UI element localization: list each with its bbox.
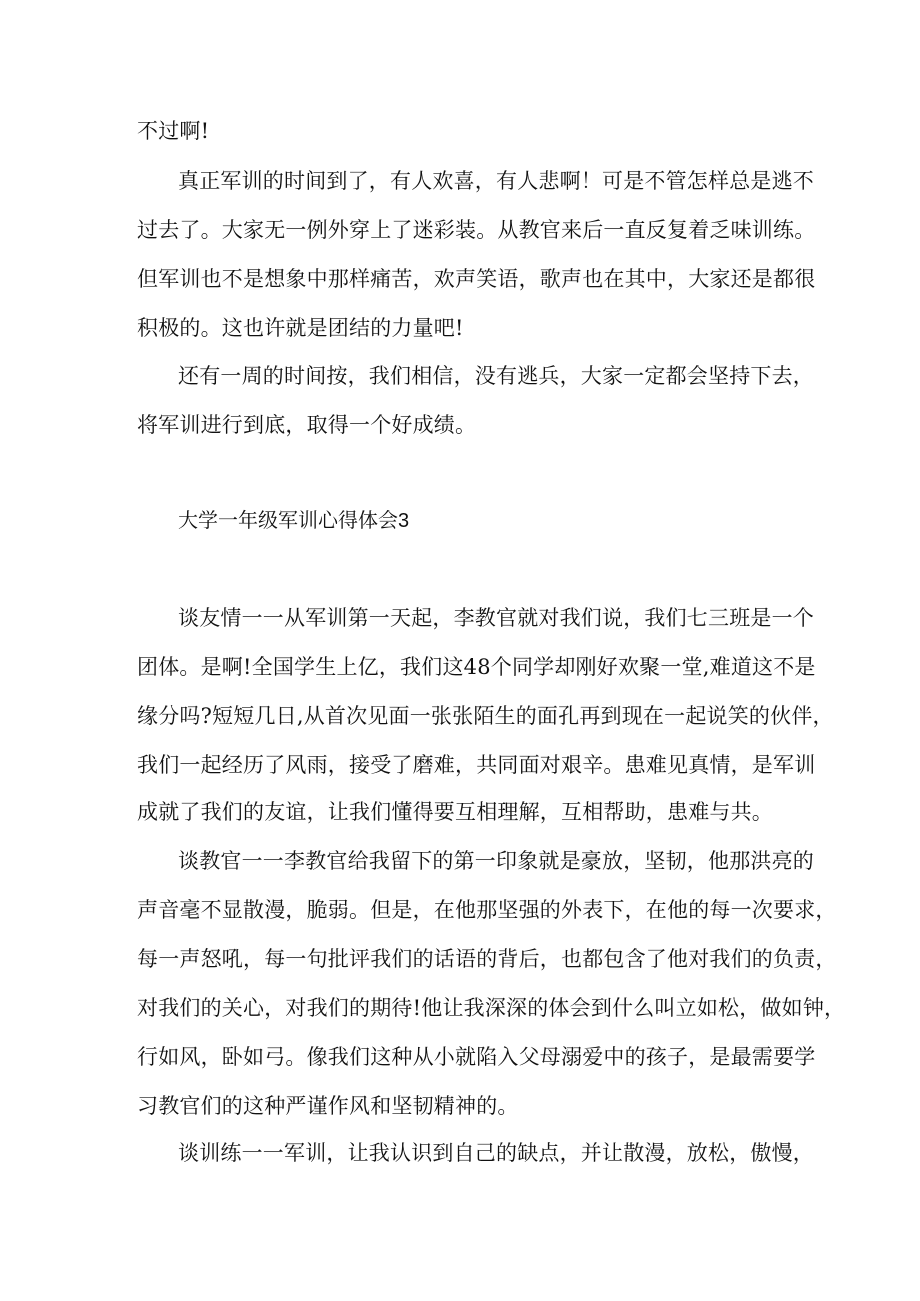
paragraph-line: 真正军训的时间到了，有人欢喜，有人悲啊！可是不管怎样总是逃不 xyxy=(178,169,814,193)
paragraph-line: 积极的。这也许就是团结的力量吧! xyxy=(137,316,464,340)
section-heading: 大学一年级军训心得体会3 xyxy=(178,510,410,532)
paragraph-line: 团体。是啊!全国学生上亿，我们这48个同学却刚好欢聚一堂,难道这不是 xyxy=(137,655,816,679)
paragraph-line: 对我们的关心，对我们的期待!他让我深深的体会到什么叫立如松，做如钟， xyxy=(137,996,846,1020)
paragraph-line: 谈训练一一军训，让我认识到自己的缺点，并让散漫，放松，傲慢， xyxy=(178,1141,814,1165)
paragraph-line: 过去了。大家无一例外穿上了迷彩装。从教官来后一直反复着乏味训练。 xyxy=(137,218,816,242)
paragraph-line: 习教官们的这种严谨作风和坚韧精神的。 xyxy=(137,1094,519,1118)
paragraph-line: 将军训进行到底，取得一个好成绩。 xyxy=(137,413,477,437)
paragraph-line: 不过啊! xyxy=(137,119,210,143)
paragraph-line: 我们一起经历了风雨，接受了磨难，共同面对艰辛。患难见真情，是军训 xyxy=(137,753,816,777)
paragraph-line: 每一声怒吼，每一句批评我们的话语的背后，也都包含了他对我们的负责， xyxy=(137,947,837,971)
paragraph-line: 但军训也不是想象中那样痛苦，欢声笑语，歌声也在其中，大家还是都很 xyxy=(137,267,816,291)
paragraph-line: 行如风，卧如弓。像我们这种从小就陷入父母溺爱中的孩子，是最需要学 xyxy=(137,1045,816,1069)
paragraph-line: 还有一周的时间按，我们相信，没有逃兵，大家一定都会坚持下去， xyxy=(178,364,814,388)
paragraph-line: 缘分吗?短短几日,从首次见面一张张陌生的面孔再到现在一起说笑的伙伴， xyxy=(137,704,834,728)
paragraph-line: 谈友情一一从军训第一天起，李教官就对我们说，我们七三班是一个 xyxy=(178,606,814,630)
paragraph-line: 声音毫不显散漫，脆弱。但是，在他那坚强的外表下，在他的每一次要求， xyxy=(137,898,837,922)
paragraph-line: 谈教官一一李教官给我留下的第一印象就是豪放，坚韧，他那洪亮的 xyxy=(178,849,814,873)
paragraph-line: 成就了我们的友谊，让我们懂得要互相理解，互相帮助，患难与共。 xyxy=(137,800,773,824)
